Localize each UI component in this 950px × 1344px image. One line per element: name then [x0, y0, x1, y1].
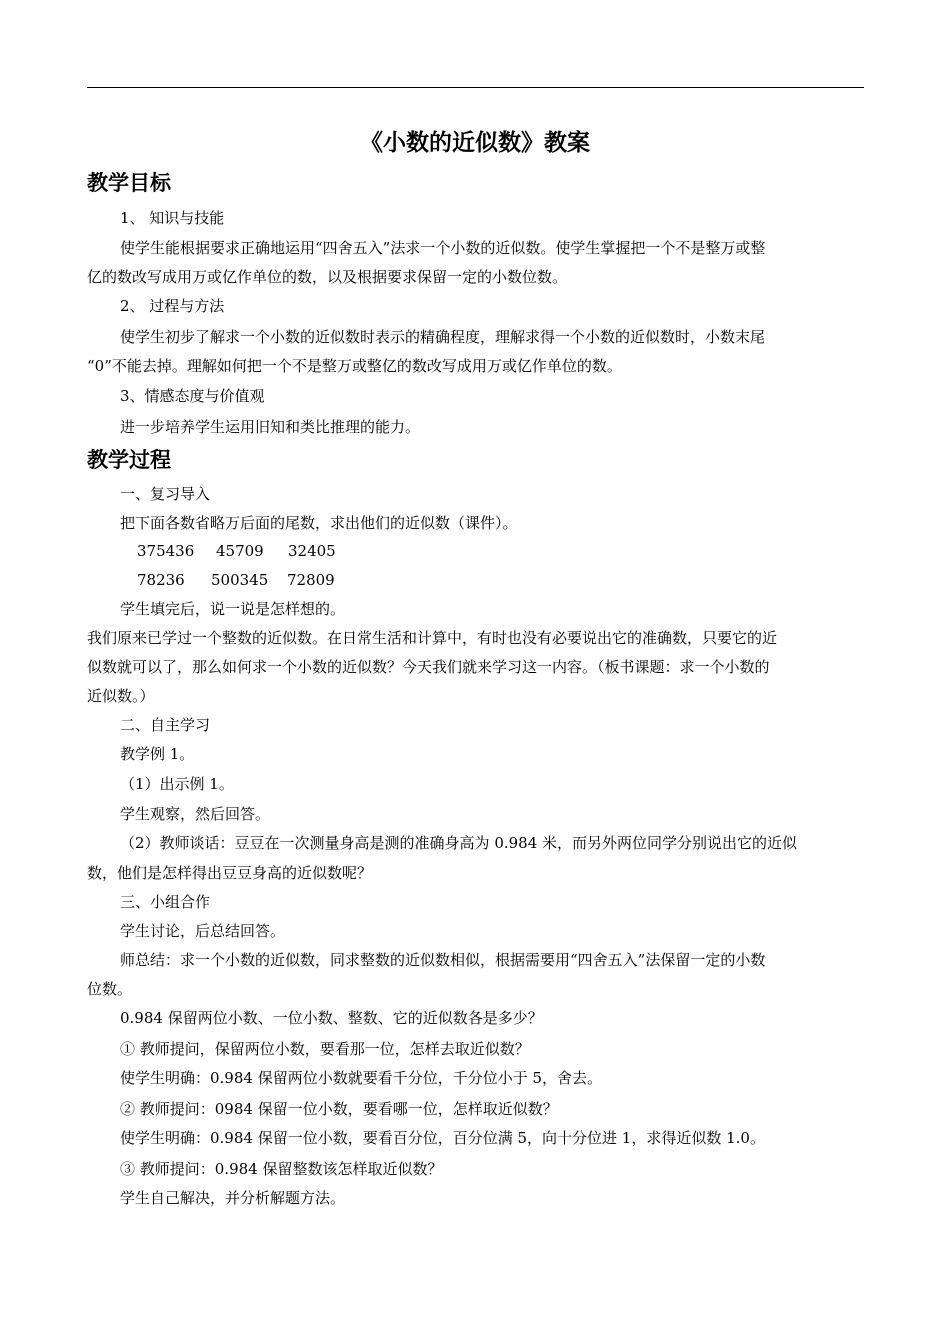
- step-2-example: 教学例 1。: [120, 745, 195, 763]
- heading-teaching-goals: 教学目标: [87, 171, 171, 195]
- step-1-heading: 一、复习导入: [120, 485, 211, 503]
- step-3-q2: ② 教师提问：0984 保留一位小数，要看哪一位，怎样取近似数？: [120, 1100, 558, 1118]
- goal-2-heading: 2、 过程与方法: [120, 297, 225, 315]
- step-1-instruction: 把下面各数省略万后面的尾数，求出他们的近似数（课件）。: [120, 514, 518, 532]
- goal-2-text-a: 使学生初步了解求一个小数的近似数时表示的精确程度，理解求得一个小数的近似数时，小数末尾: [120, 328, 766, 346]
- header-rule: [87, 87, 864, 88]
- goal-1-text-b: 亿的数改写成用万或亿作单位的数，以及根据要求保留一定的小数位数。: [87, 268, 568, 286]
- goal-1-text-a: 使学生能根据要求正确地运用“四舍五入”法求一个小数的近似数。使学生掌握把一个不是整万或整: [120, 239, 766, 257]
- step-1-paragraph-b: 似数就可以了，那么如何求一个小数的近似数？今天我们就来学习这一内容。（板书课题：求一个小数的: [87, 658, 770, 676]
- step-3-heading: 三、小组合作: [120, 893, 211, 911]
- step-3-q1: ① 教师提问，保留两位小数，要看那一位，怎样去取近似数？: [120, 1040, 530, 1058]
- heading-teaching-process: 教学过程: [87, 448, 171, 472]
- number-row-2: [137, 569, 335, 591]
- step-3-a1: 使学生明确：0.984 保留两位小数就要看千分位，千分位小于 5，舍去。: [120, 1069, 603, 1087]
- step-2-item-2a: （2）教师谈话：豆豆在一次测量身高是测的准确身高为 0.984 米，而另外两位同学分别说出它的近似: [120, 834, 798, 852]
- goal-3-text: 进一步培养学生运用旧知和类比推理的能力。: [120, 418, 421, 436]
- step-3-question: 0.984 保留两位小数、一位小数、整数、它的近似数各是多少？: [120, 1009, 543, 1027]
- step-3-summary-a: 师总结：求一个小数的近似数，同求整数的近似数相似，根据需要用“四舍五入”法保留一定的小数: [120, 951, 766, 969]
- step-2-observe: 学生观察，然后回答。: [120, 805, 271, 823]
- number-cell: 45709: [216, 542, 264, 560]
- goal-3-heading: 3、情感态度与价值观: [120, 387, 265, 405]
- number-cell: 500345: [211, 571, 269, 589]
- step-2-item-2b: 数，他们是怎样得出豆豆身高的近似数呢？: [87, 864, 373, 882]
- number-cell: 78236: [137, 571, 185, 589]
- step-1-followup: 学生填完后，说一说是怎样想的。: [120, 600, 346, 618]
- number-cell: 72809: [287, 571, 335, 589]
- number-row-1: [137, 540, 336, 562]
- step-3-discuss: 学生讨论，后总结回答。: [120, 922, 286, 940]
- number-cell: 32405: [288, 542, 336, 560]
- step-3-q3: ③ 教师提问：0.984 保留整数该怎样取近似数？: [120, 1160, 443, 1178]
- step-1-paragraph-c: 近似数。）: [87, 687, 155, 705]
- step-1-paragraph-a: 我们原来已学过一个整数的近似数。在日常生活和计算中，有时也没有必要说出它的准确数，只要它的近: [87, 629, 778, 647]
- step-2-item-1: （1）出示例 1。: [120, 775, 234, 793]
- document-title: 《小数的近似数》教案: [360, 129, 590, 156]
- goal-2-text-b: “0”不能去掉。理解如何把一个不是整万或整亿的数改写成用万或亿作单位的数。: [87, 357, 622, 375]
- step-3-a2: 使学生明确：0.984 保留一位小数，要看百分位，百分位满 5，向十分位进 1，求得近似数 1.0。: [120, 1129, 765, 1147]
- step-3-summary-b: 位数。: [87, 980, 133, 998]
- goal-1-heading: 1、 知识与技能: [120, 209, 225, 227]
- step-2-heading: 二、自主学习: [120, 716, 211, 734]
- step-3-a3: 学生自己解决，并分析解题方法。: [120, 1189, 346, 1207]
- number-cell: 375436: [137, 542, 195, 560]
